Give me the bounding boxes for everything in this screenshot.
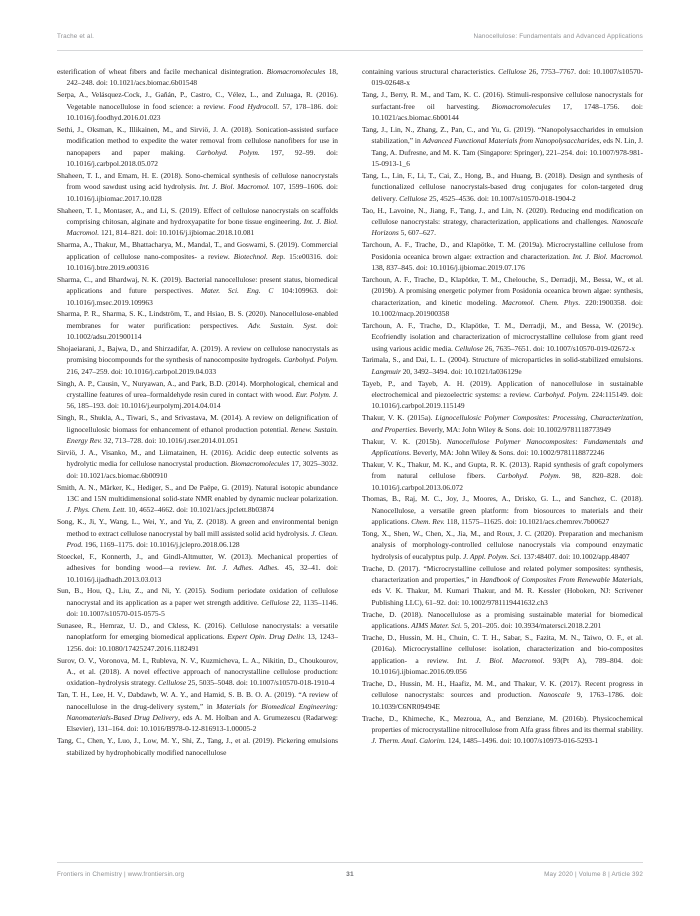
reference-entry: Sharma, C., and Bhardwaj, N. K. (2019). Bacterial nanocellulose: present status, biomedical applications and future perspectives. Mater. Sci. Eng. C 104:109963. doi: 10.1016/j.msec.2019.109963 bbox=[57, 274, 338, 307]
reference-entry: Singh, A. P., Causin, V., Nuryawan, A., and Park, B.D. (2014). Morphological, chemical and crystalline features of urea–formaldehyde resin cured in contact with wood. Eur. Polym. J. 56, 185–193. doi: 10.1016/j.eurpolymj.2014.04.014 bbox=[57, 378, 338, 411]
reference-entry: Tang, L., Lin, F., Li, T., Cai, Z., Hong, B., and Huang, B. (2018). Design and synthesis of functionalized cellulose nanocrystals-based drug conjugates for colon-targeted drug delivery. Cellulose 25, 4525–4536. doi: 10.1007/s10570-018-1904-2 bbox=[362, 170, 643, 203]
footer-page-number: 31 bbox=[346, 871, 354, 878]
reference-entry: containing various structural characteristics. Cellulose 26, 7753–7767. doi: 10.1007/s10570-019-02648-x bbox=[362, 67, 643, 88]
reference-entry: Tao, H., Lavoine, N., Jiang, F., Tang, J., and Lin, N. (2020). Reducing end modification on cellulose nanocrystals: strategy, characterization, applications and challenges. Nanoscale Horizons 5, 607–627. bbox=[362, 205, 643, 238]
reference-entry: Surov, O. V., Voronova, M. I., Rubleva, N. V., Kuzmicheva, L. A., Nikitin, D., Choukourov, A., et al. (2018). A novel effective approach of nanocrystalline cellulose production: oxidation–hydrolysis strategy. Cellulose 25, 5035–5048. doi: 10.1007/s10570-018-1910-4 bbox=[57, 655, 338, 688]
footer-issue: May 2020 | Volume 8 | Article 392 bbox=[544, 871, 643, 878]
reference-entry: Shojaeiarani, J., Bajwa, D., and Shirzadifar, A. (2019). A review on cellulose nanocrystals as promising biocompounds for the synthesis of nanocomposite hydrogels. Carbohyd. Polym. 216, 247–259. doi: 10.1016/j.carbpol.2019.04.033 bbox=[57, 344, 338, 376]
reference-entry: Tang, J., Berry, R. M., and Tam, K. C. (2016). Stimuli-responsive cellulose nanocrystals for surfactant-free oil harvesting. Biomacromolecules 17, 1748–1756. doi: 10.1021/acs.biomac.6b00144 bbox=[362, 90, 643, 122]
reference-entry: Tan, T. H., Lee, H. V., Dabdawb, W. A. Y., and Hamid, S. B. B. O. A. (2019). “A review of nanocellulose in the drug-delivery system,” in Materials for Biomedical Engineering: Nanomaterials-Based Drug Delivery, eds A. M. Holban and A. Grumezescu (Radarweg: Elsevier), 131–164. doi: 10.1016/B978-0-12-816913-1.00005-2 bbox=[57, 690, 338, 734]
reference-entry: Sirviö, J. A., Visanko, M., and Liimatainen, H. (2016). Acidic deep eutectic solvents as hydrolytic media for cellulose nanocrystal production. Biomacromolecules 17, 3025–3032. doi: 10.1021/acs.biomac.6b00910 bbox=[57, 447, 338, 480]
reference-entry: Tong, X., Shen, W., Chen, X., Jia, M., and Roux, J. C. (2020). Preparation and mechanism analysis of morphology-controlled cellulose nanocrystals via compound enzymatic hydrolysis of eucalyptus pulp. J. Appl. Polym. Sci. 137:48407. doi: 10.1002/app.48407 bbox=[362, 529, 643, 561]
running-head-authors: Trache et al. bbox=[57, 33, 95, 40]
reference-entry: Trache, D., Hussin, M. H., Chuin, C. T. H., Sabar, S., Fazita, M. N., Taiwo, O. F., et al. (2016a). Microcrystalline cellulose: isolation, characterization and bio-composites application- a review. Int. J. Biol. Macromol. 93(Pt A), 789–804. doi: 10.1016/j.ijbiomac.2016.09.056 bbox=[362, 632, 643, 676]
reference-entry: Serpa, A., Velásquez-Cock, J., Gañán, P., Castro, C., Vélez, L., and Zuluaga, R. (2016). Vegetable nanocellulose in food science: a review. Food Hydrocoll. 57, 178–186. doi: 10.1016/j.foodhyd.2016.01.023 bbox=[57, 90, 338, 122]
reference-entry: Stoeckel, F., Konnerth, J., and Gindl-Altmutter, W. (2013). Mechanical properties of adhesives for bonding wood—a review. Int. J. Adhes. Adhes. 45, 32–41. doi: 10.1016/j.ijadhadh.2013.03.013 bbox=[57, 551, 338, 584]
reference-entry: Sharma, A., Thakur, M., Bhattacharya, M., Mandal, T., and Goswami, S. (2019). Commercial application of cellulose nano-composites- a review. Biotechnol. Rep. 15:e00316. doi: 10.1016/j.btre.2019.e00316 bbox=[57, 240, 338, 272]
reference-entry: Sethi, J., Oksman, K., Illikainen, M., and Sirviö, J. A. (2018). Sonication-assisted surface modification method to expedite the water removal from cellulose nanofibers for use in nanopapers and paper making. Carbohyd. Polym. 197, 92–99. doi: 10.1016/j.carbpol.2018.05.072 bbox=[57, 124, 338, 168]
reference-column-right bbox=[362, 66, 643, 846]
reference-entry: Shaheen, T. I., and Emam, H. E. (2018). Sono-chemical synthesis of cellulose nanocrystals from wood sawdust using acid hydrolysis. Int. J. Biol. Macromol. 107, 1599–1606. doi: 10.1016/j.ijbiomac.2017.10.028 bbox=[57, 170, 338, 203]
reference-entry: Thakur, V. K., Thakur, M. K., and Gupta, R. K. (2013). Rapid synthesis of graft copolymers from natural cellulose fibers. Carbohyd. Polym. 98, 820–828. doi: 10.1016/j.carbpol.2013.06.072 bbox=[362, 459, 643, 492]
reference-entry: Trache, D., Khimeche, K., Mezroua, A., and Benziane, M. (2016b). Physicochemical properties of microcrystalline nitrocellulose from Alfa grass fibres and its thermal stability. J. Therm. Anal. Calorim. 124, 1485–1496. doi: 10.1007/s10973-016-5293-1 bbox=[362, 713, 643, 746]
running-head bbox=[57, 33, 643, 40]
reference-entry: Tayeb, P., and Tayeb, A. H. (2019). Application of nanocellulose in sustainable electrochemical and piezoelectric systems: a review. Carbohyd. Polym. 224:115149. doi: 10.1016/j.carbpol.2019.115149 bbox=[362, 378, 643, 411]
reference-entry: Thakur, V. K. (2015b). Nanocellulose Polymer Nanocomposites: Fundamentals and Applications. Beverly, MA: John Wiley & Sons. doi: 10.1002/9781118872246 bbox=[362, 436, 644, 457]
reference-entry: Tang, J., Lin, N., Zhang, Z., Pan, C., and Yu, G. (2019). “Nanopolysaccharides in emulsion stabilization,” in Advanced Functional Materials from Nanopolysaccharides, eds N. Lin, J. Tang, A. Dufresne, and M. K. Tam (Singapore: Springer), 221–254. doi: 10.1007/978-981-15-0913-1_6 bbox=[362, 124, 643, 168]
reference-entry: Tarimala, S., and Dai, L. L. (2004). Structure of microparticles in solid-stabilized emulsions. Langmuir 20, 3492–3494. doi: 10.1021/la036129e bbox=[362, 355, 643, 376]
header-divider bbox=[57, 50, 643, 51]
reference-entry: Tarchoun, A. F., Trache, D., Klapötke, T. M., Derradji, M., and Bessa, W. (2019c). Ecofriendly isolation and characterization of microcrystalline cellulose from giant reed using various acidic media. Cellulose 26, 7635–7651. doi: 10.1007/s10570-019-02672-x bbox=[362, 320, 643, 353]
reference-entry: Trache, D. (2018). Nanocellulose as a promising sustainable material for biomedical applications. AIMS Mater. Sci. 5, 201–205. doi: 10.3934/matersci.2018.2.201 bbox=[362, 609, 643, 630]
reference-entry: Tarchoun, A. F., Trache, D., Klapötke, T. M., Chelouche, S., Derradji, M., Bessa, W., et al. (2019b). A promising energetic polymer from Posidonia oceanica brown algae: synthesis, characterization, and kinetic modeling. Macromol. Chem. Phys. 220:1900358. doi: 10.1002/macp.201900358 bbox=[362, 274, 643, 318]
page-footer bbox=[57, 871, 643, 878]
reference-entry: Shaheen, T. I., Montaser, A., and Li, S. (2019). Effect of cellulose nanocrystals on scaffolds comprising chitosan, alginate and hydroxyapatite for bone tissue engineering. Int. J. Biol. Macromol. 121, 814–821. doi: 10.1016/j.ijbiomac.2018.10.081 bbox=[57, 205, 338, 238]
running-head-title: Nanocellulose: Fundamentals and Advanced Applications bbox=[473, 33, 643, 40]
reference-entry: Trache, D., Hussin, M. H., Haafiz, M. M., and Thakur, V. K. (2017). Recent progress in cellulose nanocrystals: sources and production. Nanoscale 9, 1763–1786. doi: 10.1039/C6NR09494E bbox=[362, 678, 643, 711]
reference-entry: Tang, C., Chen, Y., Luo, J., Low, M. Y., Shi, Z., Tang, J., et al. (2019). Pickering emulsions stabilized by hydrophobically modified nanocellulose bbox=[57, 736, 338, 757]
reference-entry: Singh, R., Shukla, A., Tiwari, S., and Srivastava, M. (2014). A review on delignification of lignocellulosic biomass for enhancement of ethanol production potential. Renew. Sustain. Energy Rev. 32, 713–728. doi: 10.1016/j.rser.2014.01.051 bbox=[57, 413, 338, 445]
reference-entry: esterification of wheat fibers and facile mechanical disintegration. Biomacromolecules 18, 242–248. doi: 10.1021/acs.biomac.6b01548 bbox=[57, 67, 338, 88]
reference-entry: Tarchoun, A. F., Trache, D., and Klapötke, T. M. (2019a). Microcrystalline cellulose from Posidonia oceanica brown algae: extraction and characterization. Int. J. Biol. Macromol. 138, 837–845. doi: 10.1016/j.ijbiomac.2019.07.176 bbox=[362, 240, 643, 272]
reference-entry: Trache, D. (2017). “Microcrystalline cellulose and related polymer somposites: synthesis, characterization and properties,” in Handbook of Composites From Renewable Materials, eds V. K. Thakur, M. Kumari Thakur, and M. R. Kessler (Hoboken, NJ: Scrivener Publishing LLC), 61–92. doi: 10.1002/9781119441632.ch3 bbox=[362, 563, 643, 607]
reference-entry: Sharma, P. R., Sharma, S. K., Lindström, T., and Hsiao, B. S. (2020). Nanocellulose-enabled membranes for water purification: perspectives. Adv. Sustain. Syst. doi: 10.1002/adsu.201900114 bbox=[57, 309, 338, 342]
reference-columns bbox=[57, 66, 643, 846]
reference-entry: Sunasee, R., Hemraz, U. D., and Ckless, K. (2016). Cellulose nanocrystals: a versatile nanoplatform for emerging biomedical applications. Expert Opin. Drug Deliv. 13, 1243–1256. doi: 10.1080/17425247.2016.1182491 bbox=[57, 621, 338, 653]
footer-journal: Frontiers in Chemistry | www.frontiersin.org bbox=[57, 871, 185, 878]
reference-entry: Song, K., Ji, Y., Wang, L., Wei, Y., and Yu, Z. (2018). A green and environmental benign method to extract cellulose nanocrystal by ball mill assisted solid acid hydrolysis. J. Clean. Prod. 196, 1169–1175. doi: 10.1016/j.jclepro.2018.06.128 bbox=[57, 517, 338, 549]
reference-entry: Smith, A. N., Märker, K., Hediger, S., and De Paëpe, G. (2019). Natural isotopic abundance 13C and 15N multidimensional solid-state NMR enabled by dynamic nuclear polarization. J. Phys. Chem. Lett. 10, 4652–4662. doi: 10.1021/acs.jpclett.8b03874 bbox=[57, 482, 338, 515]
footer-divider bbox=[57, 862, 643, 863]
reference-entry: Sun, B., Hou, Q., Liu, Z., and Ni, Y. (2015). Sodium periodate oxidation of cellulose nanocrystal and its application as a paper wet strength additive. Cellulose 22, 1135–1146. doi: 10.1007/s10570-015-0575-5 bbox=[57, 586, 338, 619]
reference-column-left bbox=[57, 66, 338, 846]
reference-entry: Thakur, V. K. (2015a). Lignocellulosic Polymer Composites: Processing, Characterization, and Properties. Beverly, MA: John Wiley & Sons. doi: 10.1002/9781118773949 bbox=[362, 413, 643, 434]
reference-entry: Thomas, B., Raj, M. C., Joy, J., Moores, A., Drisko, G. L., and Sanchez, C. (2018). Nanocellulose, a versatile green platform: from biosources to materials and their applications. Chem. Rev. 118, 11575–11625. doi: 10.1021/acs.chemrev.7b00627 bbox=[362, 494, 643, 527]
